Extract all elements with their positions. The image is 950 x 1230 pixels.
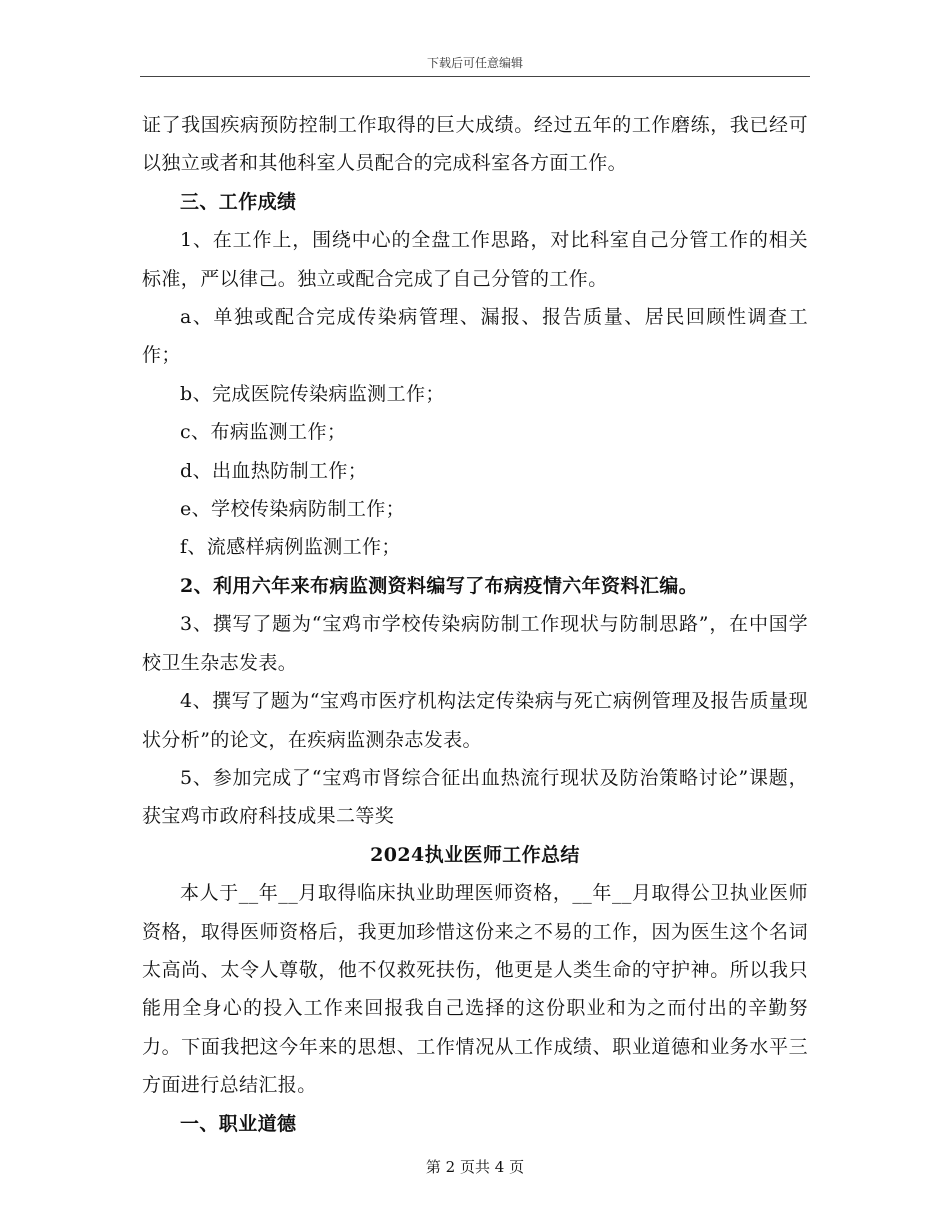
list-item: d、出血热防制工作； xyxy=(180,459,368,482)
section-heading: 三、工作成绩 xyxy=(180,190,297,213)
document-body xyxy=(142,106,808,1143)
list-item: f、流感样病例监测工作； xyxy=(180,536,401,559)
list-item: b、完成医院传染病监测工作； xyxy=(180,382,445,405)
list-item: a、单独或配合完成传染病管理、漏报、报告质量、居民回顾性调查工作； xyxy=(142,306,808,367)
paragraph-bold: 2、利用六年来布病监测资料编写了布病疫情六年资料汇编。 xyxy=(180,574,699,597)
list-item: c、布病监测工作； xyxy=(180,421,347,444)
paragraph: 4、撰写了题为“宝鸡市医疗机构法定传染病与死亡病例管理及报告质量现状分析”的论文，在疾病监测杂志发表。 xyxy=(142,690,808,751)
paragraph: 5、参加完成了“宝鸡市肾综合征出血热流行现状及防治策略讨论”课题，获宝鸡市政府科技成果二等奖 xyxy=(142,766,808,828)
paragraph: 证了我国疾病预防控制工作取得的巨大成绩。经过五年的工作磨练，我已经可以独立或者和其他科室人员配合的完成科室各方面工作。 xyxy=(142,114,808,175)
page-footer: 第 2 页共 4 页 xyxy=(425,1158,525,1176)
paragraph: 1、在工作上，围绕中心的全盘工作思路，对比科室自己分管工作的相关标准，严以律己。独立或配合完成了自己分管的工作。 xyxy=(142,229,808,290)
section-heading: 一、职业道德 xyxy=(180,1112,297,1135)
page-header: 下载后可任意编辑 xyxy=(426,56,523,70)
list-item: e、学校传染病防制工作； xyxy=(180,498,406,521)
header-divider xyxy=(140,76,810,77)
document-title: 2024执业医师工作总结 xyxy=(370,843,580,866)
paragraph: 3、撰写了题为“宝鸡市学校传染病防制工作现状与防制思路”，在中国学校卫生杂志发表。 xyxy=(142,613,808,674)
paragraph: 本人于__年__月取得临床执业助理医师资格，__年__月取得公卫执业医师资格，取得医师资格后，我更加珍惜这份来之不易的工作，因为医生这个名词太高尚、太令人尊敬，他不仅救死扶伤，他更是人类生命的守护神。所以我只能用全身心的投入工作来回报我自己选择的这份职业和为之而付出的辛勤努力。下面我把这今年来的思想、工作情况从工作成绩、职业道德和业务水平三方面进行总结汇报。 xyxy=(142,882,808,1097)
